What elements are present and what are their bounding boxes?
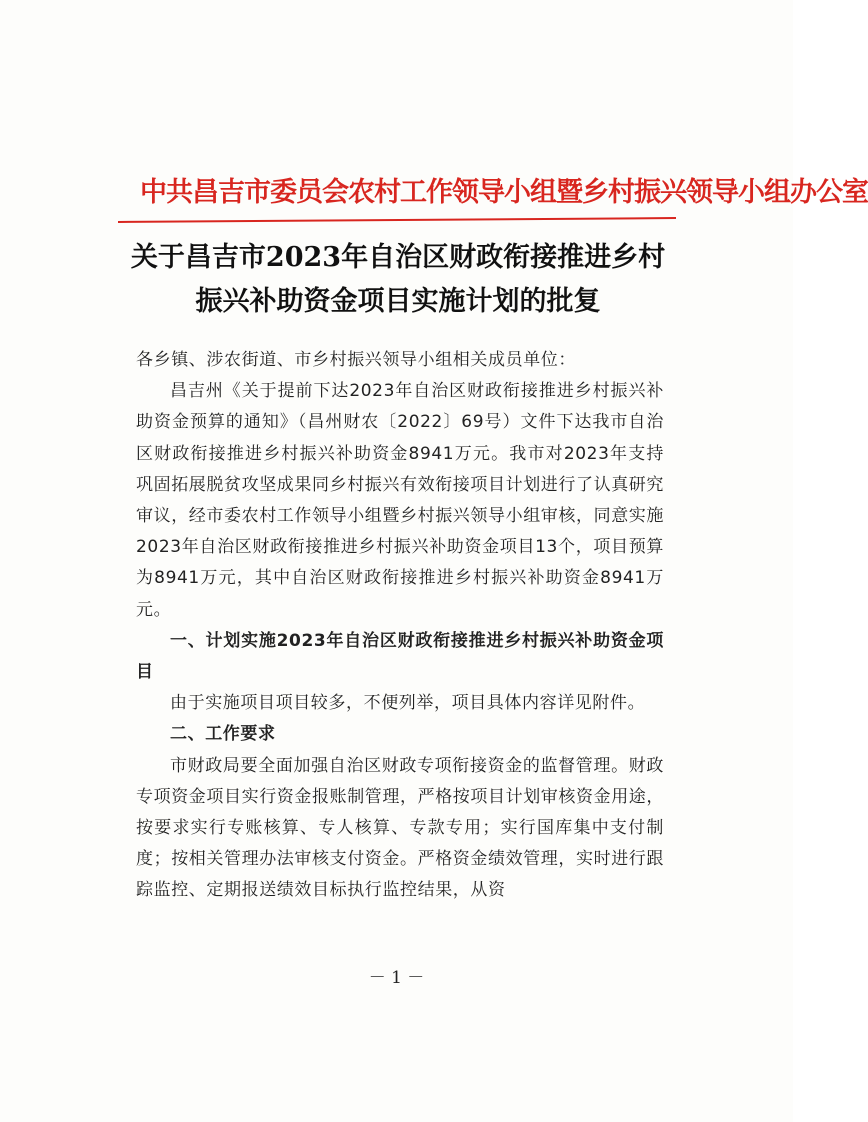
document-title <box>118 236 678 324</box>
section-heading-2: 二、工作要求 <box>170 724 276 745</box>
section-heading-1: 一、计划实施2023年自治区财政衔接推进乡村振兴补助资金项目 <box>136 630 664 683</box>
paragraph-work-requirements: 市财政局要全面加强自治区财政专项衔接资金的监督管理。财政专项资金项目实行资金报账制管理，严格按项目计划审核资金用途，按要求实行专账核算、专人核算、专款专用；实行国库集中支付制度；按相关管理办法审核支付资金。严格资金绩效管理，实时进行跟踪监控、定期报送绩效目标执行监控结果，从资 <box>136 755 664 901</box>
document-title-line-2: 振兴补助资金项目实施计划的批复 <box>195 286 601 317</box>
paragraph-funding-approval: 昌吉州《关于提前下达2023年自治区财政衔接推进乡村振兴补助资金预算的通知》（昌州财农〔2022〕69号）文件下达我市自治区财政衔接推进乡村振兴补助资金8941万元。我市对2023年支持巩固拓展脱贫攻坚成果同乡村振兴有效衔接项目计划进行了认真研究审议，经市委农村工作领导小组暨乡村振兴领导小组审核，同意实施2023年自治区财政衔接推进乡村振兴补助资金项目13个，项目预算为8941万元，其中自治区财政衔接推进乡村振兴补助资金8941万元。 <box>136 381 664 620</box>
red-separator-line <box>118 217 676 223</box>
salutation: 各乡镇、涉农街道、市乡村振兴领导小组相关成员单位： <box>136 350 576 370</box>
document-body <box>136 345 664 907</box>
paragraph-project-note: 由于实施项目项目较多，不便列举，项目具体内容详见附件。 <box>170 693 646 714</box>
page-number: － 1 － <box>368 968 425 988</box>
document-title-line-1: 关于昌吉市2023年自治区财政衔接推进乡村 <box>130 242 666 273</box>
issuing-office-masthead: 中共昌吉市委员会农村工作领导小组暨乡村振兴领导小组办公室 <box>140 177 868 208</box>
